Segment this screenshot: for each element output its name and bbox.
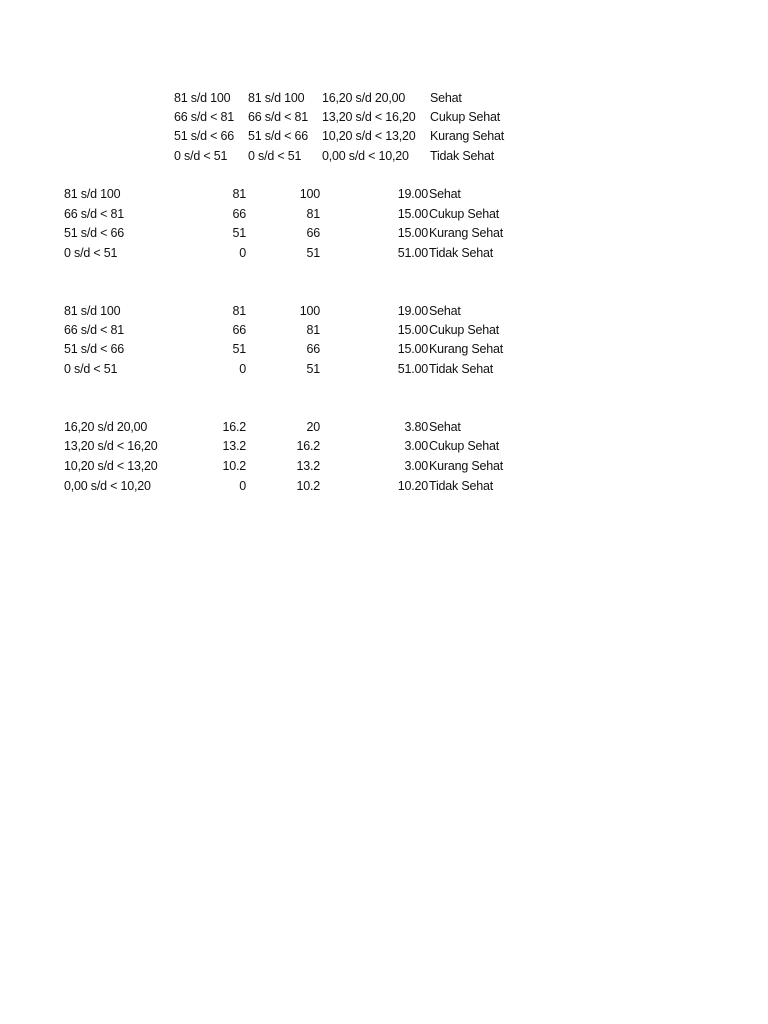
max-value: 81 bbox=[306, 207, 320, 221]
min-value: 51 bbox=[232, 342, 246, 356]
category-label: Cukup Sehat bbox=[429, 323, 500, 337]
max-value: 20 bbox=[306, 420, 320, 434]
legend-score-range: 51 s/d < 66 bbox=[174, 129, 235, 143]
legend-category: Tidak Sehat bbox=[430, 149, 495, 163]
legend-value-range: 10,20 s/d < 13,20 bbox=[322, 129, 416, 143]
table-row bbox=[0, 224, 768, 243]
range-width: 3.80 bbox=[404, 420, 428, 434]
table-row bbox=[0, 205, 768, 224]
table-row bbox=[0, 340, 768, 359]
range-label: 51 s/d < 66 bbox=[64, 342, 125, 356]
category-label: Tidak Sehat bbox=[429, 246, 494, 260]
max-value: 100 bbox=[299, 187, 320, 201]
max-value: 51 bbox=[306, 246, 320, 260]
legend-category: Cukup Sehat bbox=[430, 110, 501, 124]
range-width: 10.20 bbox=[397, 479, 428, 493]
table-row bbox=[0, 244, 768, 263]
max-value: 81 bbox=[306, 323, 320, 337]
category-label: Sehat bbox=[429, 187, 461, 201]
table-row bbox=[0, 457, 768, 476]
range-width: 3.00 bbox=[404, 459, 428, 473]
max-value: 66 bbox=[306, 342, 320, 356]
table-row bbox=[0, 302, 768, 321]
range-label: 51 s/d < 66 bbox=[64, 226, 125, 240]
min-value: 10.2 bbox=[222, 459, 246, 473]
max-value: 13.2 bbox=[296, 459, 320, 473]
table-row bbox=[0, 418, 768, 437]
table-row bbox=[0, 437, 768, 456]
legend-value-range: 16,20 s/d 20,00 bbox=[322, 91, 406, 105]
legend-score-range-alt: 0 s/d < 51 bbox=[248, 149, 302, 163]
table-row bbox=[0, 185, 768, 204]
legend-score-range-alt: 81 s/d 100 bbox=[248, 91, 305, 105]
table-row bbox=[0, 360, 768, 379]
range-width: 15.00 bbox=[397, 207, 428, 221]
range-width: 3.00 bbox=[404, 439, 428, 453]
max-value: 66 bbox=[306, 226, 320, 240]
max-value: 51 bbox=[306, 362, 320, 376]
table-row bbox=[0, 477, 768, 496]
legend-row bbox=[0, 147, 768, 166]
category-label: Tidak Sehat bbox=[429, 479, 494, 493]
range-label: 13,20 s/d < 16,20 bbox=[64, 439, 158, 453]
min-value: 0 bbox=[239, 246, 246, 260]
range-width: 15.00 bbox=[397, 226, 428, 240]
category-label: Sehat bbox=[429, 304, 461, 318]
max-value: 100 bbox=[299, 304, 320, 318]
range-label: 81 s/d 100 bbox=[64, 304, 121, 318]
table-row bbox=[0, 321, 768, 340]
legend-row bbox=[0, 89, 768, 108]
legend-category: Sehat bbox=[430, 91, 462, 105]
range-label: 0,00 s/d < 10,20 bbox=[64, 479, 151, 493]
legend-value-range: 13,20 s/d < 16,20 bbox=[322, 110, 416, 124]
legend-score-range: 0 s/d < 51 bbox=[174, 149, 228, 163]
category-label: Kurang Sehat bbox=[429, 459, 504, 473]
range-width: 19.00 bbox=[397, 187, 428, 201]
range-label: 66 s/d < 81 bbox=[64, 207, 125, 221]
legend-row bbox=[0, 108, 768, 127]
range-label: 0 s/d < 51 bbox=[64, 246, 118, 260]
legend-score-range-alt: 66 s/d < 81 bbox=[248, 110, 309, 124]
category-label: Cukup Sehat bbox=[429, 207, 500, 221]
legend-value-range: 0,00 s/d < 10,20 bbox=[322, 149, 409, 163]
min-value: 81 bbox=[232, 304, 246, 318]
range-label: 10,20 s/d < 13,20 bbox=[64, 459, 158, 473]
min-value: 51 bbox=[232, 226, 246, 240]
min-value: 66 bbox=[232, 207, 246, 221]
max-value: 16.2 bbox=[296, 439, 320, 453]
legend-score-range-alt: 51 s/d < 66 bbox=[248, 129, 309, 143]
legend-row bbox=[0, 127, 768, 146]
category-label: Cukup Sehat bbox=[429, 439, 500, 453]
legend-score-range: 81 s/d 100 bbox=[174, 91, 231, 105]
range-width: 51.00 bbox=[397, 362, 428, 376]
min-value: 81 bbox=[232, 187, 246, 201]
range-width: 19.00 bbox=[397, 304, 428, 318]
min-value: 16.2 bbox=[222, 420, 246, 434]
min-value: 66 bbox=[232, 323, 246, 337]
category-label: Kurang Sehat bbox=[429, 342, 504, 356]
range-width: 15.00 bbox=[397, 342, 428, 356]
min-value: 0 bbox=[239, 362, 246, 376]
category-label: Kurang Sehat bbox=[429, 226, 504, 240]
range-width: 51.00 bbox=[397, 246, 428, 260]
min-value: 13.2 bbox=[222, 439, 246, 453]
category-label: Sehat bbox=[429, 420, 461, 434]
category-label: Tidak Sehat bbox=[429, 362, 494, 376]
range-label: 16,20 s/d 20,00 bbox=[64, 420, 148, 434]
max-value: 10.2 bbox=[296, 479, 320, 493]
min-value: 0 bbox=[239, 479, 246, 493]
range-label: 66 s/d < 81 bbox=[64, 323, 125, 337]
range-label: 0 s/d < 51 bbox=[64, 362, 118, 376]
legend-category: Kurang Sehat bbox=[430, 129, 505, 143]
range-width: 15.00 bbox=[397, 323, 428, 337]
legend-score-range: 66 s/d < 81 bbox=[174, 110, 235, 124]
range-label: 81 s/d 100 bbox=[64, 187, 121, 201]
